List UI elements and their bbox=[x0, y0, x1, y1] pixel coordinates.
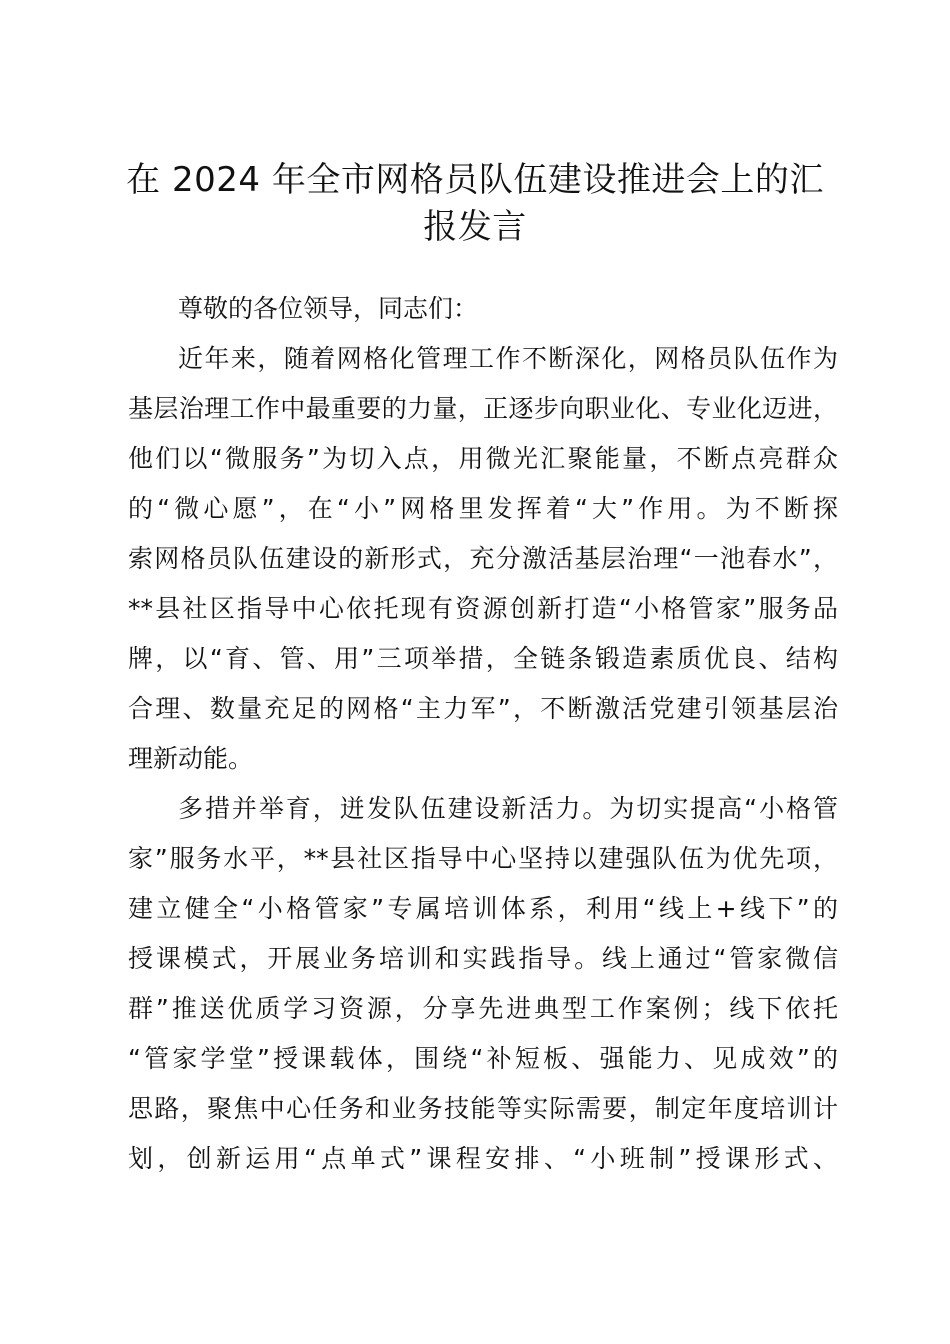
paragraph-line: 建立健全“小格管家”专属培训体系，利用“线上+线下”的 bbox=[128, 894, 838, 923]
title-line: 报发言 bbox=[423, 207, 527, 247]
paragraph-line: 群”推送优质学习资源，分享先进典型工作案例；线下依托 bbox=[128, 994, 838, 1023]
paragraph-line: 基层治理工作中最重要的力量，正逐步向职业化、专业化迈进， bbox=[128, 394, 838, 423]
paragraph-2 bbox=[128, 784, 838, 1184]
paragraph-line: “管家学堂”授课载体，围绕“补短板、强能力、见成效”的 bbox=[128, 1044, 838, 1073]
paragraph-line: 多措并举育，迸发队伍建设新活力。为切实提高“小格管 bbox=[178, 794, 838, 823]
paragraph-line: 牌，以“育、管、用”三项举措，全链条锻造素质优良、结构 bbox=[128, 644, 838, 673]
paragraph-line: **县社区指导中心依托现有资源创新打造“小格管家”服务品 bbox=[128, 594, 838, 623]
paragraph-line: 划，创新运用“点单式”课程安排、“小班制”授课形式、 bbox=[128, 1144, 838, 1173]
paragraph-line: 授课模式，开展业务培训和实践指导。线上通过“管家微信 bbox=[128, 944, 838, 973]
paragraph-line: 理新动能。 bbox=[128, 744, 254, 773]
paragraph-line: 家”服务水平，**县社区指导中心坚持以建强队伍为优先项， bbox=[128, 844, 838, 873]
paragraph-line: 的“微心愿”，在“小”网格里发挥着“大”作用。为不断探 bbox=[128, 494, 838, 523]
paragraph-line: 合理、数量充足的网格“主力军”，不断激活党建引领基层治 bbox=[128, 694, 838, 723]
title-line: 在 2024 年全市网格员队伍建设推进会上的汇 bbox=[126, 160, 824, 200]
salutation: 尊敬的各位领导，同志们： bbox=[178, 294, 479, 323]
document-body bbox=[128, 284, 838, 1184]
paragraph-line: 思路，聚焦中心任务和业务技能等实际需要，制定年度培训计 bbox=[128, 1094, 838, 1123]
paragraph-line: 近年来，随着网格化管理工作不断深化，网格员队伍作为 bbox=[178, 344, 838, 373]
paragraph-line: 他们以“微服务”为切入点，用微光汇聚能量，不断点亮群众 bbox=[128, 444, 838, 473]
paragraph-line: 索网格员队伍建设的新形式，充分激活基层治理“一池春水”， bbox=[128, 544, 838, 573]
paragraph-1 bbox=[128, 334, 838, 784]
document-title bbox=[100, 157, 850, 251]
